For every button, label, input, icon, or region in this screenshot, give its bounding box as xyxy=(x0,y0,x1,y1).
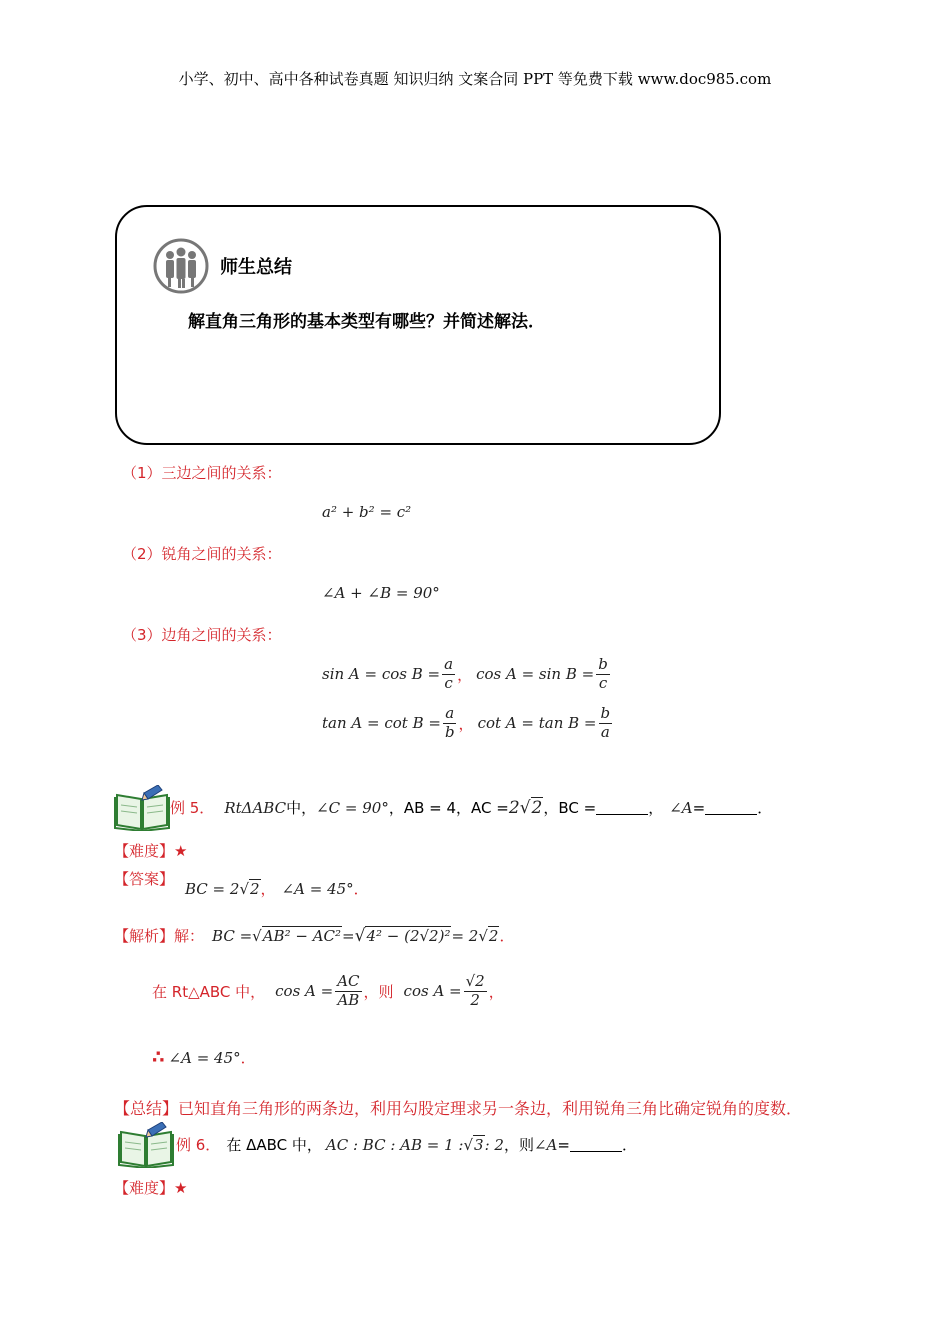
page-header: 小学、初中、高中各种试卷真题 知识归纳 文案合同 PPT 等免费下载 www.doc985.com xyxy=(178,70,772,88)
answer-angle: ∠A = 45° xyxy=(281,879,354,898)
example-5-text: 中， xyxy=(286,799,317,817)
conclusion-row xyxy=(152,1047,256,1068)
summary-question: 解直角三角形的基本类型有哪些？并简述解法． xyxy=(188,312,545,332)
answer-bc-radicand: 2 xyxy=(250,880,260,898)
sin-formula: sin A = cos B = xyxy=(322,665,441,683)
sin-fraction xyxy=(442,656,455,692)
difficulty-label-text: 【难度】 xyxy=(114,1179,175,1197)
analysis-end: ． xyxy=(499,927,515,945)
example-5-question xyxy=(170,797,772,818)
summary-title: 师生总结 xyxy=(220,257,292,278)
example-6-question xyxy=(176,1134,637,1155)
cot-fraction xyxy=(599,705,613,741)
equals: = xyxy=(692,798,706,817)
cos-fraction xyxy=(596,656,610,692)
analysis-radicand-2: 4² − (2√2)² xyxy=(366,926,451,945)
star-icon: ★ xyxy=(174,842,188,860)
analysis-radicand-3: 2 xyxy=(488,926,499,945)
then-text: ，则 xyxy=(363,982,394,1001)
analysis-row-2 xyxy=(152,966,504,1016)
equals: = xyxy=(557,1135,570,1154)
angle-a-answer-blank[interactable] xyxy=(570,1138,622,1152)
ratio-radical: √3 xyxy=(463,1135,484,1154)
answer-separator: ， xyxy=(260,880,276,898)
cos-a-denominator-2: 2 xyxy=(470,990,480,1009)
cos-a-label: cos A = xyxy=(275,982,334,1000)
example-6-label: 例 6． xyxy=(176,1136,221,1154)
trig-row-1 xyxy=(322,652,612,696)
ac-value: 2√2 xyxy=(508,797,543,818)
analysis-equals-2: = 2 xyxy=(451,926,479,945)
conclusion-end: ． xyxy=(240,1049,256,1067)
tan-numerator: a xyxy=(445,704,455,723)
cos-a-denominator: AB xyxy=(337,990,360,1009)
cos-a-numerator: AC xyxy=(337,972,360,991)
sin-denominator: c xyxy=(444,673,453,692)
ratio-radicand: 3 xyxy=(474,1135,484,1154)
analysis-radical-2: √4² − (2√2)² xyxy=(354,925,451,946)
angle-c-condition: ∠C = 90° xyxy=(316,798,389,817)
analysis-row xyxy=(114,925,514,946)
separator: ， xyxy=(648,799,664,817)
in-triangle-text: 在 Rt△ABC 中， xyxy=(152,982,266,1001)
difficulty-label-text: 【难度】 xyxy=(114,842,175,860)
book-pencil-icon xyxy=(118,1122,174,1168)
answer-label: 【答案】 xyxy=(114,870,175,888)
difficulty-label-6 xyxy=(114,1177,187,1198)
comma-end: ， xyxy=(488,982,504,1001)
summary-label: 【总结】 xyxy=(114,1099,179,1118)
star-icon: ★ xyxy=(174,1179,188,1197)
relation-2-formula: ∠A + ∠B = 90° xyxy=(322,584,440,602)
ac-coef: 2 xyxy=(508,797,520,818)
angle-a-label: ∠A xyxy=(669,798,693,817)
cos-a-fraction-2 xyxy=(464,973,487,1009)
period: ． xyxy=(621,1136,637,1154)
cot-denominator: a xyxy=(600,722,610,741)
relation-1-label: （1）三边之间的关系： xyxy=(122,464,282,482)
cos-a-fraction xyxy=(335,973,361,1009)
analysis-equals: = xyxy=(342,926,355,945)
cos-formula: cos A = sin B = xyxy=(476,665,595,683)
period: ． xyxy=(757,799,773,817)
ratio-formula: AC : BC : AB = 1 : xyxy=(325,1135,464,1154)
bc-answer-blank[interactable] xyxy=(596,801,648,815)
example-5-label: 例 5． xyxy=(170,799,215,817)
therefore-symbol: ∴ xyxy=(152,1047,165,1068)
analysis-radical-1: √AB² − AC² xyxy=(252,926,342,945)
then-text: ，则 xyxy=(503,1136,534,1154)
trig-row-2 xyxy=(322,701,614,745)
answer-end: ． xyxy=(353,880,369,898)
cot-formula: cot A = tan B = xyxy=(477,714,597,732)
relation-2-label: （2）锐角之间的关系： xyxy=(122,545,282,563)
cos-denominator: c xyxy=(598,673,608,692)
comma: ， xyxy=(457,665,473,684)
angle-a-label: ∠A xyxy=(533,1135,558,1154)
bc-label: ，BC = xyxy=(543,799,597,817)
cot-numerator: b xyxy=(600,704,611,723)
summary-row xyxy=(114,1096,802,1119)
people-icon xyxy=(153,238,209,294)
example-6-text: 在 ΔABC 中， xyxy=(226,1136,322,1154)
answer-content: BC = 2 √ 2 ， ∠A = 45° ． xyxy=(185,879,369,898)
conclusion-formula: ∠A = 45° xyxy=(168,1048,241,1067)
analysis-intro: 解： xyxy=(174,927,205,945)
cos-a-numerator-2: √2 xyxy=(465,972,485,991)
difficulty-label xyxy=(114,840,187,861)
ac-radicand: 2 xyxy=(531,797,543,818)
comma: ， xyxy=(458,714,474,733)
angle-a-answer-blank[interactable] xyxy=(705,801,757,815)
sin-numerator: a xyxy=(444,655,454,674)
analysis-label: 【解析】 xyxy=(114,927,175,945)
cos-a-label-2: cos A = xyxy=(403,982,462,1000)
tan-fraction xyxy=(443,705,457,741)
answer-bc: BC = 2 xyxy=(185,879,240,898)
cos-numerator: b xyxy=(598,655,608,674)
tan-denominator: b xyxy=(444,722,455,741)
tan-formula: tan A = cot B = xyxy=(322,714,441,732)
ratio-end: : 2 xyxy=(484,1135,504,1154)
triangle-rt-abc: RtΔABC xyxy=(224,798,287,817)
relation-3-label: （3）边角之间的关系： xyxy=(122,626,282,644)
analysis-bc: BC = xyxy=(212,926,253,945)
book-pencil-icon xyxy=(114,785,170,831)
relation-1-formula: a² + b² = c² xyxy=(322,503,412,521)
analysis-radical-3: √2 xyxy=(478,926,499,945)
summary-text: 已知直角三角形的两条边，利用勾股定理求另一条边，利用锐角三角比确定锐角的度数． xyxy=(178,1099,803,1118)
example-5-conditions: ，AB = 4，AC = xyxy=(388,799,509,817)
analysis-radicand-1: AB² − AC² xyxy=(262,926,342,945)
